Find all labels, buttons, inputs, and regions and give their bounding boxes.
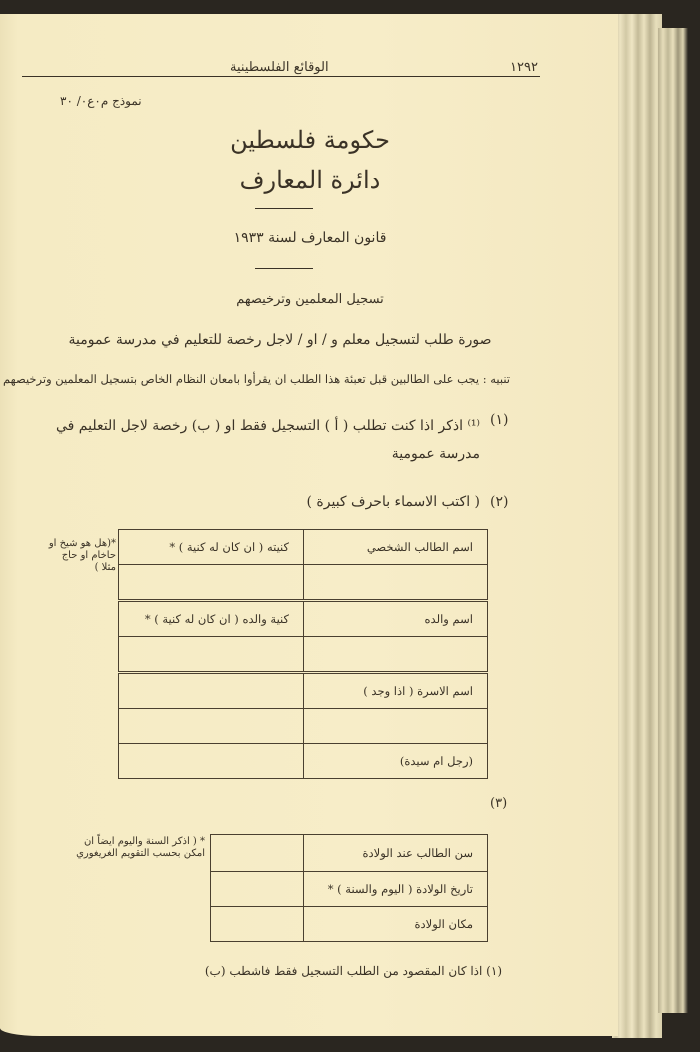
page-stack-outer (658, 28, 688, 1013)
section-title: تسجيل المعلمين وترخيصهم (236, 292, 384, 307)
page-number: ١٢٩٢ (510, 60, 538, 75)
title-rule-2 (255, 268, 313, 269)
field-label: تاريخ الولادة ( اليوم والسنة ) * (304, 872, 488, 907)
footnote: (١) اذا كان المقصود من الطلب التسجيل فقط فاشطب (ب) (204, 964, 502, 978)
input-cell[interactable] (304, 709, 488, 744)
field-label: (رجل ام سيدة) (304, 744, 488, 779)
item1-text: ⁽¹⁾ اذكر اذا كنت تطلب ( أ ) التسجيل فقط او ( ب) رخصة لاجل التعليم في مدرسة عمومية (56, 418, 480, 462)
input-cell[interactable] (119, 709, 304, 744)
title-rule-1 (255, 208, 313, 209)
form-title: صورة طلب لتسجيل معلم و / او / لاجل رخصة للتعليم في مدرسة عمومية (68, 332, 492, 348)
field-label: كنيته ( ان كان له كنية ) * (119, 530, 304, 565)
item2-number: (٢) (490, 494, 509, 510)
item1-number: (١) (490, 412, 509, 428)
item3-number: (٣) (490, 796, 508, 811)
header-rule (22, 76, 540, 77)
input-cell[interactable] (211, 872, 304, 907)
table1-side-note: *(هل هو شيخ او حاخام او حاج مثلا ) (48, 538, 116, 573)
government-title: حكومة فلسطين (230, 126, 390, 154)
input-cell[interactable] (211, 907, 304, 942)
field-label: كنية والده ( ان كان له كنية ) * (119, 601, 304, 637)
law-title: قانون المعارف لسنة ١٩٣٣ (233, 230, 387, 246)
input-cell[interactable] (304, 637, 488, 673)
table-row (211, 835, 488, 872)
item2-text: ( اكتب الاسماء باحرف كبيرة ) (306, 494, 480, 510)
field-label: اسم الاسرة ( اذا وجد ) (304, 673, 488, 709)
birth-table (210, 834, 488, 942)
table-row (211, 907, 488, 942)
table-row (211, 872, 488, 907)
input-cell[interactable] (119, 673, 304, 709)
table2-side-note: * ( اذكر السنة واليوم ايضاً ان امكن بحسب التقويم الغريغوري (76, 836, 205, 859)
table-row (119, 565, 488, 601)
input-cell[interactable] (119, 565, 304, 601)
input-cell[interactable] (211, 835, 304, 872)
running-header-title: الوقائع الفلسطينية (230, 60, 329, 75)
table-row (119, 673, 488, 709)
field-label: مكان الولادة (304, 907, 488, 942)
document-page (0, 14, 618, 1036)
department-title: دائرة المعارف (239, 166, 381, 194)
field-label: سن الطالب عند الولادة (304, 835, 488, 872)
page-stack (612, 14, 662, 1038)
notice-text: تنبيه : يجب على الطالبين قبل تعبئة هذا الطلب ان يقرأوا بامعان النظام الخاص بتسجيل المعلمين وترخيصهم (3, 372, 510, 386)
table-row (119, 709, 488, 744)
field-label: اسم والده (304, 601, 488, 637)
table-row (119, 744, 488, 779)
table-row (119, 530, 488, 565)
field-label: اسم الطالب الشخصي (304, 530, 488, 565)
names-table (118, 529, 488, 779)
input-cell[interactable] (119, 637, 304, 673)
form-code: نموذج م٠ع٠/ ٣٠ (60, 94, 142, 108)
table-row (119, 601, 488, 637)
input-cell[interactable] (119, 744, 304, 779)
table-row (119, 637, 488, 673)
input-cell[interactable] (304, 565, 488, 601)
